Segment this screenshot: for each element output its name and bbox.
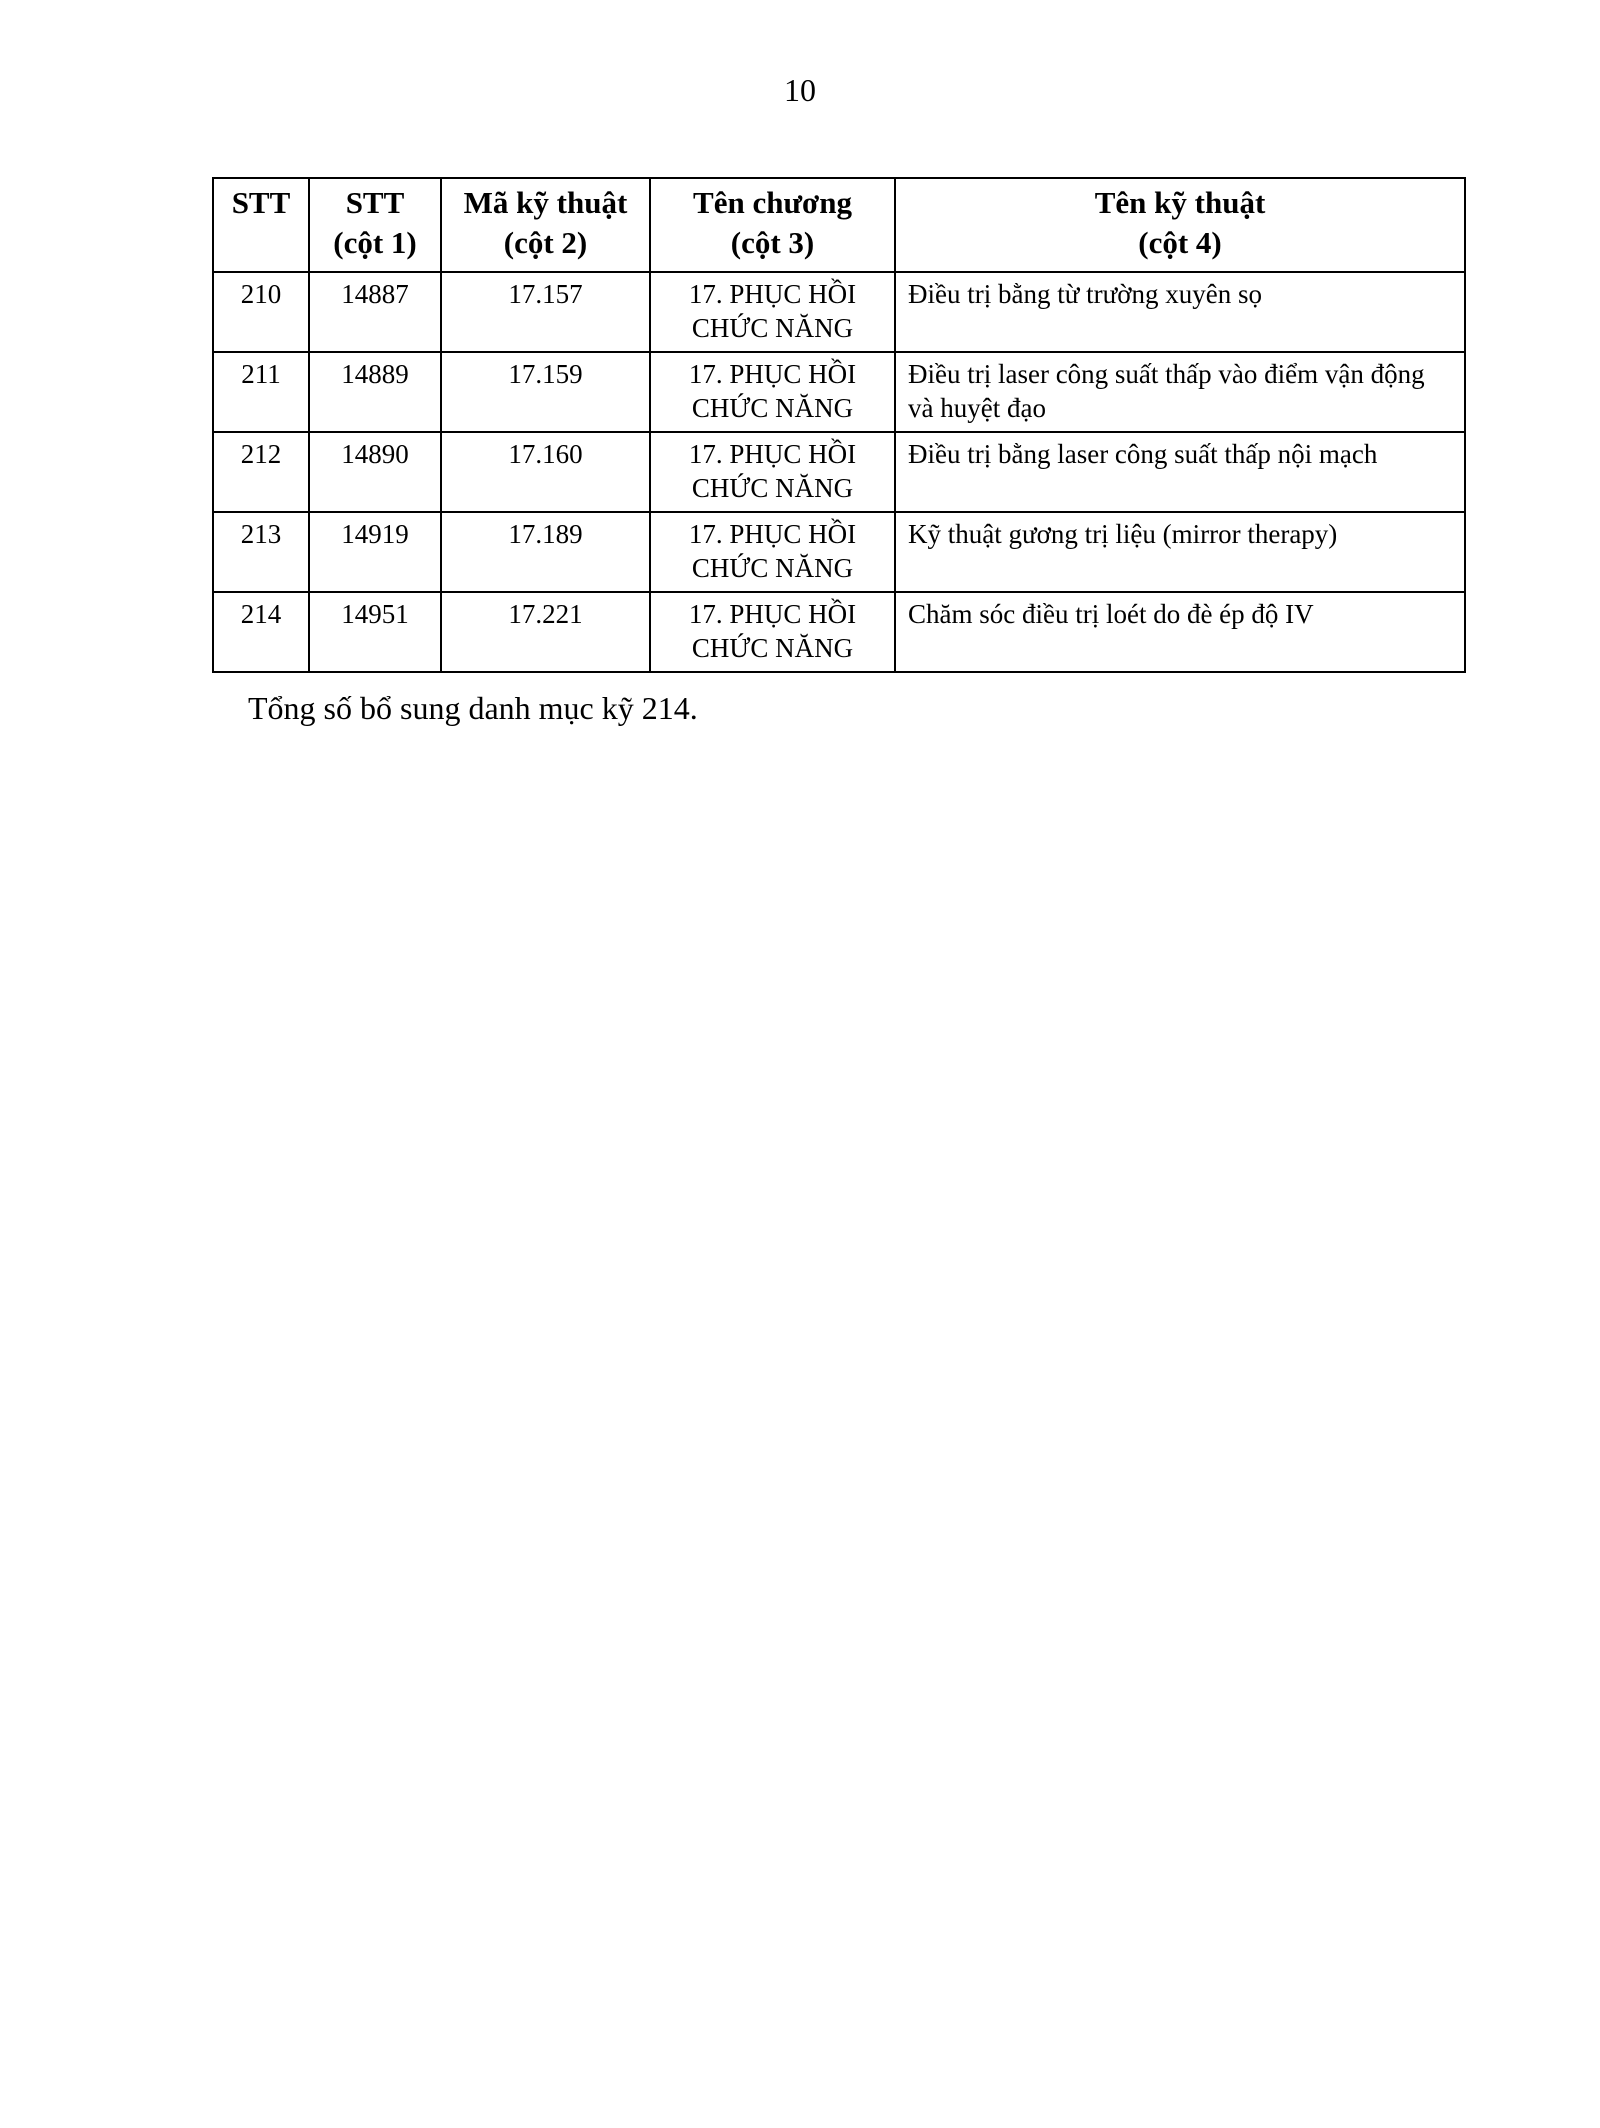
table-row xyxy=(213,432,1465,512)
header-technique-name: Tên kỹ thuật (cột 4) xyxy=(895,178,1465,272)
header-stt: STT xyxy=(213,178,309,272)
cell-stt1: 14887 xyxy=(309,272,441,352)
cell-chapter: 17. PHỤC HỒI CHỨC NĂNG xyxy=(650,592,895,672)
cell-stt: 211 xyxy=(213,352,309,432)
cell-stt1: 14889 xyxy=(309,352,441,432)
cell-stt1: 14919 xyxy=(309,512,441,592)
cell-name: Điều trị bằng laser công suất thấp nội mạch xyxy=(895,432,1465,512)
cell-code: 17.189 xyxy=(441,512,650,592)
table-row xyxy=(213,272,1465,352)
technique-table xyxy=(212,177,1466,673)
table-row xyxy=(213,512,1465,592)
cell-stt: 214 xyxy=(213,592,309,672)
table-row xyxy=(213,352,1465,432)
cell-code: 17.157 xyxy=(441,272,650,352)
cell-name: Kỹ thuật gương trị liệu (mirror therapy) xyxy=(895,512,1465,592)
cell-name: Chăm sóc điều trị loét do đè ép độ IV xyxy=(895,592,1465,672)
cell-stt1: 14951 xyxy=(309,592,441,672)
header-technique-code: Mã kỹ thuật (cột 2) xyxy=(441,178,650,272)
cell-stt: 210 xyxy=(213,272,309,352)
cell-code: 17.160 xyxy=(441,432,650,512)
page-number: 10 xyxy=(784,72,816,108)
cell-stt1: 14890 xyxy=(309,432,441,512)
cell-stt: 213 xyxy=(213,512,309,592)
header-chapter-name: Tên chương (cột 3) xyxy=(650,178,895,272)
table-header-row xyxy=(213,178,1465,272)
cell-chapter: 17. PHỤC HỒI CHỨC NĂNG xyxy=(650,512,895,592)
cell-code: 17.159 xyxy=(441,352,650,432)
cell-code: 17.221 xyxy=(441,592,650,672)
cell-chapter: 17. PHỤC HỒI CHỨC NĂNG xyxy=(650,432,895,512)
header-stt-col1: STT (cột 1) xyxy=(309,178,441,272)
cell-chapter: 17. PHỤC HỒI CHỨC NĂNG xyxy=(650,352,895,432)
cell-stt: 212 xyxy=(213,432,309,512)
table-row xyxy=(213,592,1465,672)
summary-text: Tổng số bổ sung danh mục kỹ 214. xyxy=(248,690,698,726)
cell-name: Điều trị bằng từ trường xuyên sọ xyxy=(895,272,1465,352)
cell-name: Điều trị laser công suất thấp vào điểm vận động và huyệt đạo xyxy=(895,352,1465,432)
cell-chapter: 17. PHỤC HỒI CHỨC NĂNG xyxy=(650,272,895,352)
